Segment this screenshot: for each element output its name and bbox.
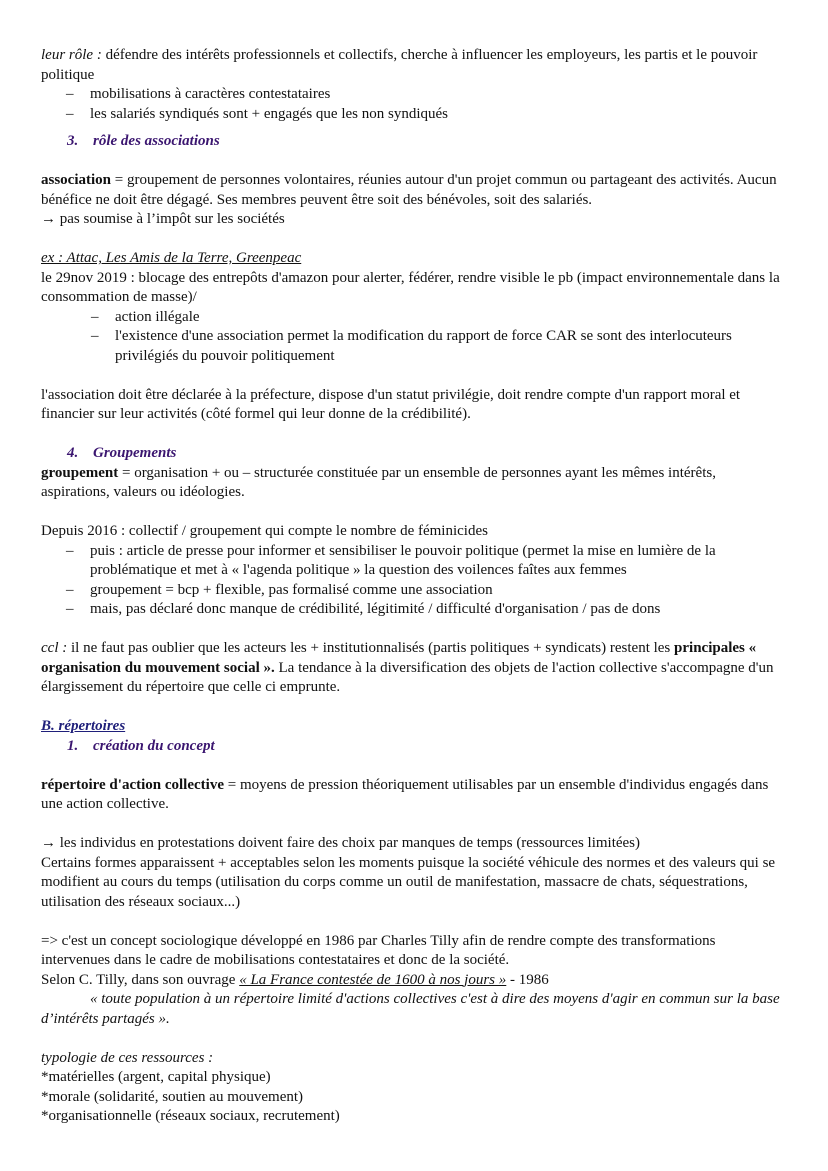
list-item: – les salariés syndiqués sont + engagés que les non syndiqués xyxy=(41,105,781,125)
example-text: le 29nov 2019 : blocage des entrepôts d'amazon pour alerter, fédérer, rendre visible le pb (impact environnementale dans la consommation de masse)/ xyxy=(41,269,780,305)
repertoire-definition: répertoire d'action collective = moyens de pression théoriquement utilisables par un ensemble d'individus engagés dans une action collective. xyxy=(41,776,769,812)
section-b-heading[interactable]: B. répertoires xyxy=(41,718,126,734)
role-paragraph xyxy=(41,46,781,85)
groupement-definition: groupement = organisation + ou – structurée constituée par un ensemble de personnes ayant les mêmes intérêts, aspirations, valeurs ou idéologies. xyxy=(41,464,716,500)
section-4-heading: 4. Groupements xyxy=(67,445,177,461)
conclusion-label: ccl : xyxy=(41,640,68,656)
typologie-item: *matérielles (argent, capital physique) xyxy=(41,1069,271,1085)
list-item: – groupement = bcp + flexible, pas formalisé comme une association xyxy=(41,581,781,601)
forms-paragraph: Certains formes apparaissent + acceptables selon les moments puisque la société véhicule des normes et des valeurs qui se modifient au cours du temps (utilisation du corps comme un outil de manifestation, massacre de chats, séquestrations, utilisation des réseaux sociaux...) xyxy=(41,854,776,910)
role-label: leur rôle : xyxy=(41,47,102,63)
typologie-item: *morale (solidarité, soutien au mouvement) xyxy=(41,1088,304,1105)
typologie-label: typologie de ces ressources : xyxy=(41,1049,214,1066)
typologie-item: *organisationnelle (réseaux sociaux, recrutement) xyxy=(41,1108,340,1124)
list-item: – puis : article de presse pour informer et sensibiliser le pouvoir politique (permet la mise en lumière de la problématique et met à « l'agenda politique » la question des voilences faîtes aux femmes xyxy=(41,542,781,581)
association-term: association xyxy=(41,172,112,188)
protest-line: → les individus en protestations doivent faire des choix par manques de temps (ressources limitées) xyxy=(41,835,641,851)
tilly-quote: « toute population à un répertoire limité d'actions collectives c'est à dire des moyens d'agir en commun sur la base d’intérêts partagés ». xyxy=(41,991,780,1027)
conclusion-bold: principales « organisation du mouvement social ». xyxy=(41,640,757,676)
document-page xyxy=(41,46,781,1127)
groupement-term: groupement xyxy=(41,464,119,481)
association-status-paragraph: l'association doit être déclarée à la préfecture, dispose d'un statut privilégie, doit rendre compte d'un rapport moral et financier sur leur activités (côté formel qui leur donne de la crédibilité). xyxy=(41,386,741,422)
tilly-paragraph: => c'est un concept sociologique développé en 1986 par Charles Tilly afin de rendre compte des transformations intervenues dans le cadre de mobilisations contestataires et donc de la société. xyxy=(41,932,716,968)
example-label: ex : Attac, Les Amis de la Terre, Greenpeac xyxy=(41,250,302,266)
feminicides-bullet-list xyxy=(41,542,781,620)
list-item: – mais, pas déclaré donc manque de crédibilité, légitimité / difficulté d'organisation / pas de dons xyxy=(41,600,781,620)
section-b1-heading: 1. création du concept xyxy=(67,737,215,754)
association-tax-note: → pas soumise à l’impôt sur les sociétés xyxy=(41,211,285,227)
list-item: – mobilisations à caractères contestataires xyxy=(41,85,781,105)
list-item: – action illégale xyxy=(41,308,781,328)
conclusion-paragraph: ccl : il ne faut pas oublier que les acteurs les + institutionnalisés (partis politiques + syndicats) restent les principales « organisation du mouvement social ». La tendance à la diversification des objets de l'action collective s'accompagne d'un élargissement du répertoire que celle ci emprunte. xyxy=(41,640,774,695)
role-text: défendre des intérêts professionnels et collectifs, cherche à influencer les employeurs, les partis et le pouvoir politique xyxy=(41,47,758,83)
association-definition: association = groupement de personnes volontaires, réunies autour d'un projet commun ou partageant des activités. Aucun bénéfice ne doit être dégagé. Ses membres peuvent être soit des bénévoles, soit des salariés. xyxy=(41,172,777,208)
repertoire-term: répertoire d'action collective xyxy=(41,776,224,793)
example-bullet-list xyxy=(41,308,781,367)
book-title: « La France contestée de 1600 à nos jours » xyxy=(239,971,507,988)
feminicides-intro: Depuis 2016 : collectif / groupement qui compte le nombre de féminicides xyxy=(41,523,488,539)
syndicats-bullet-list xyxy=(41,85,781,124)
tilly-source: Selon C. Tilly, dans son ouvrage « La France contestée de 1600 à nos jours » - 1986 xyxy=(41,971,549,988)
list-item: – l'existence d'une association permet la modification du rapport de force CAR se sont des interlocuteurs privilégiés du pouvoir politiquement xyxy=(41,327,781,366)
section-3-heading: 3. rôle des associations xyxy=(67,133,220,149)
